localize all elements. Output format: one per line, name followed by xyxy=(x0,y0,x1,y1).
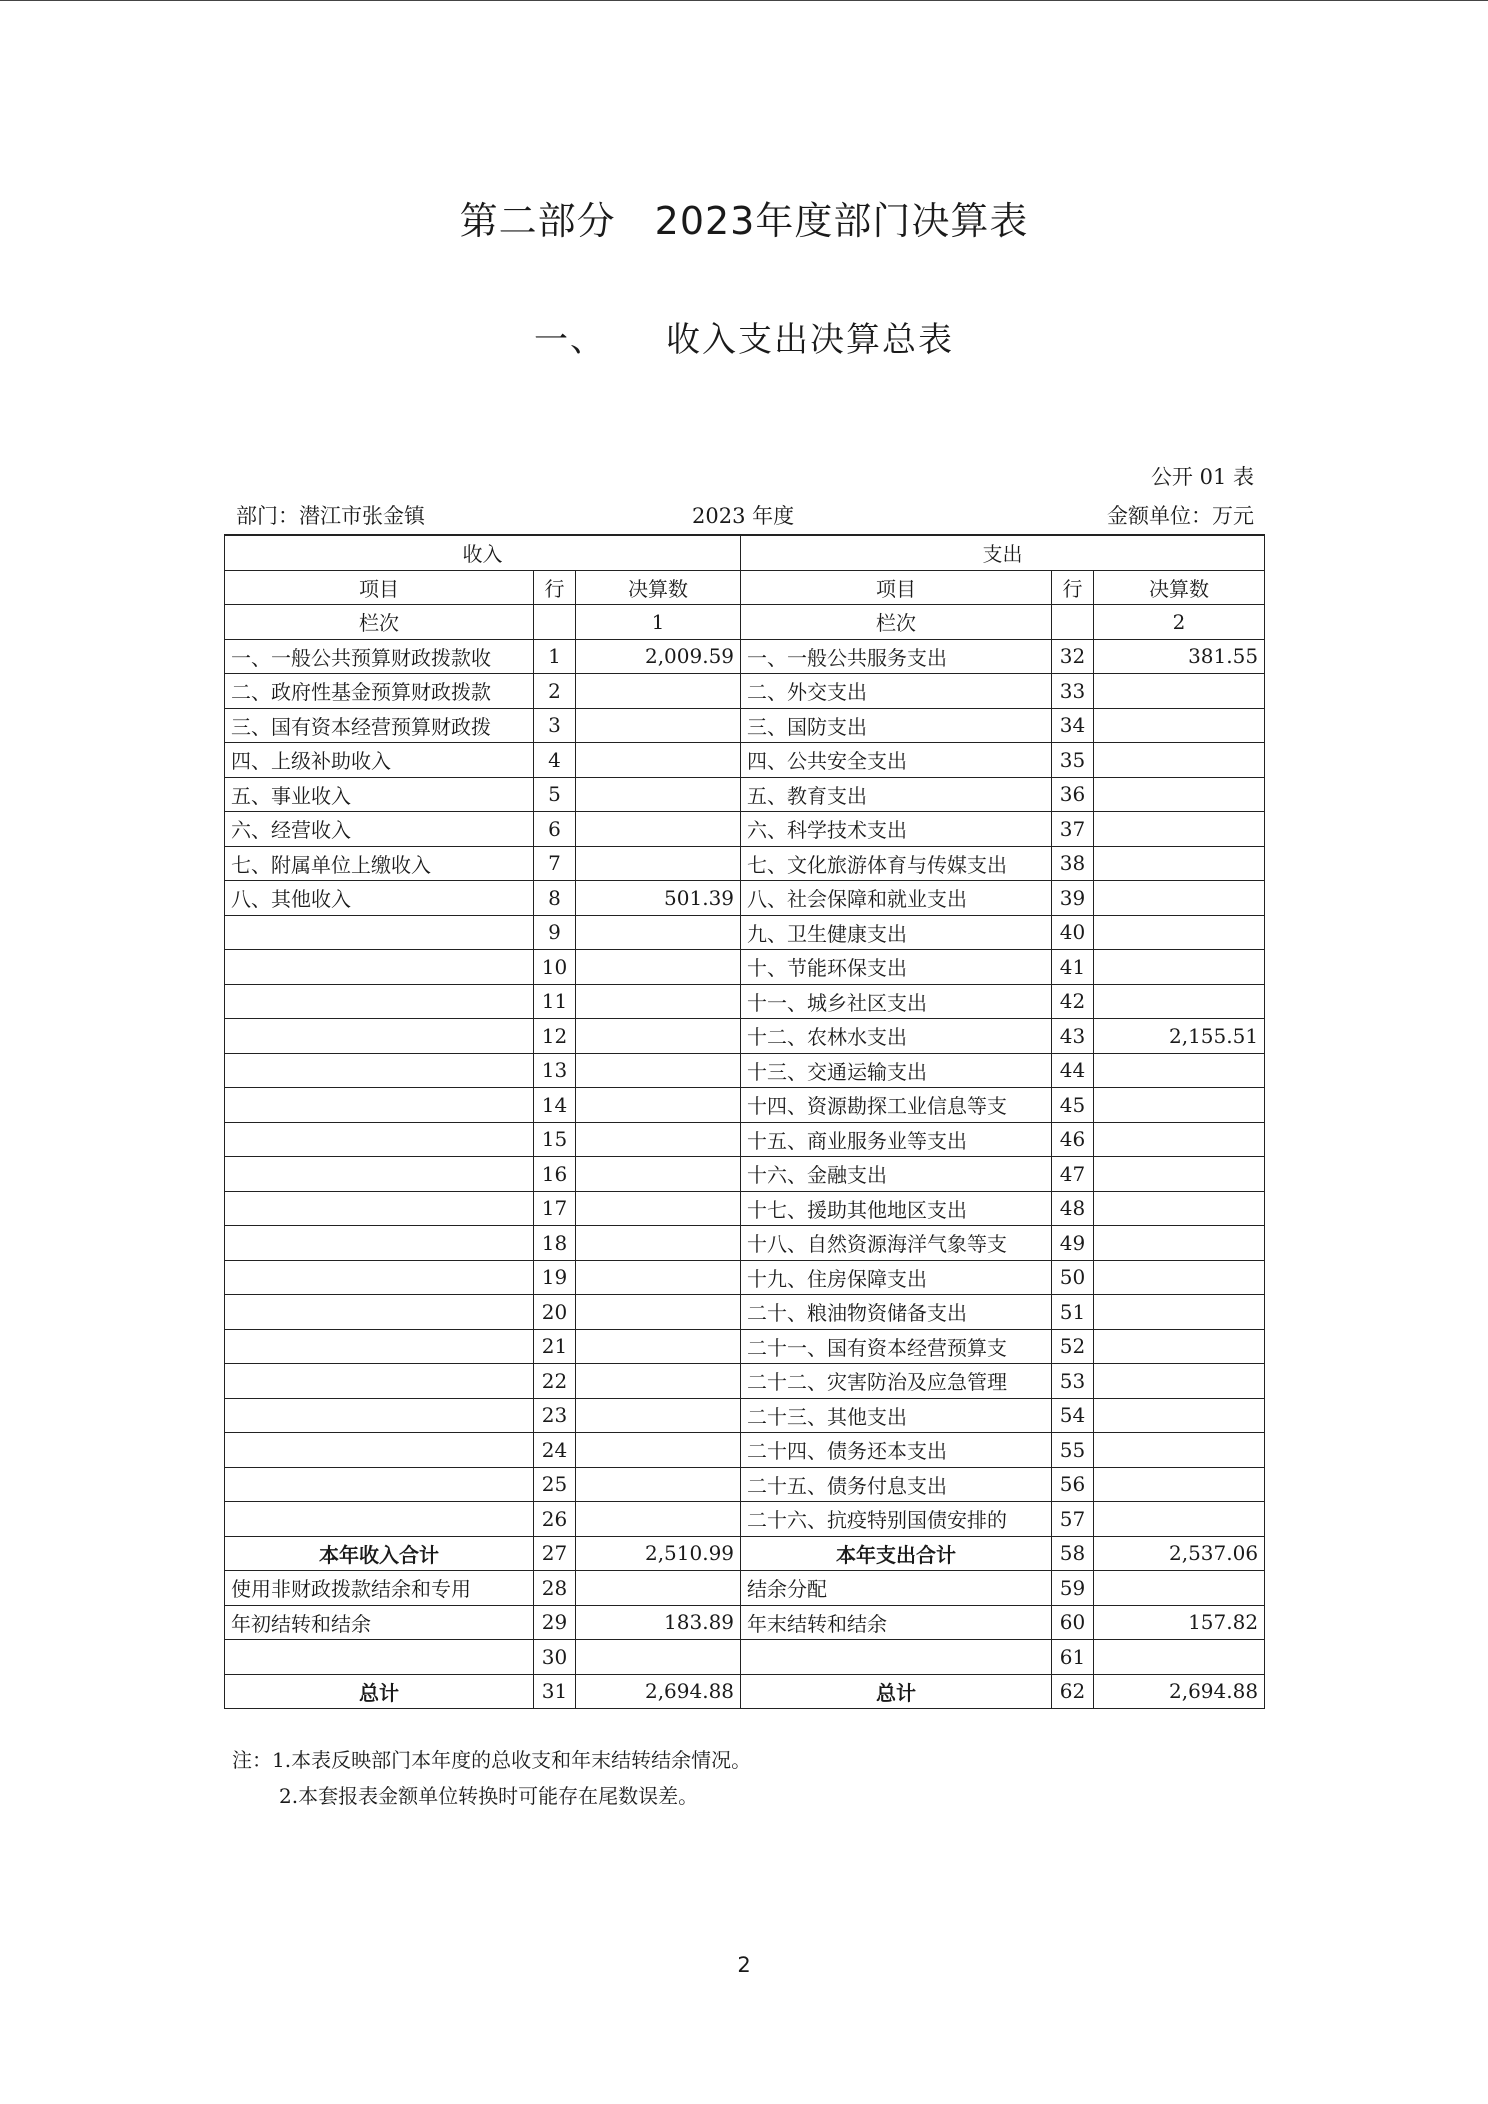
expense-item-cell: 二十三、其他支出 xyxy=(741,1398,1052,1433)
expense-row-number: 54 xyxy=(1052,1398,1094,1433)
income-item-cell: 总计 xyxy=(225,1674,534,1709)
expense-row-number: 36 xyxy=(1052,777,1094,812)
expense-item-cell: 四、公共安全支出 xyxy=(741,743,1052,778)
income-item-cell xyxy=(225,1364,534,1399)
income-row-number: 24 xyxy=(534,1433,576,1468)
expense-row-number: 38 xyxy=(1052,846,1094,881)
income-row-number: 26 xyxy=(534,1502,576,1537)
income-amount-cell xyxy=(576,1295,741,1330)
income-row-number: 12 xyxy=(534,1019,576,1054)
income-row-number: 14 xyxy=(534,1088,576,1123)
expense-amount-cell xyxy=(1094,1122,1265,1157)
expense-item-cell: 二十四、债务还本支出 xyxy=(741,1433,1052,1468)
expense-amount-cell xyxy=(1094,1295,1265,1330)
income-item-cell xyxy=(225,984,534,1019)
expense-item-cell: 二十、粮油物资储备支出 xyxy=(741,1295,1052,1330)
table-row xyxy=(225,915,1265,950)
expense-row-number: 35 xyxy=(1052,743,1094,778)
income-item-cell xyxy=(225,1226,534,1261)
expense-item-cell: 十五、商业服务业等支出 xyxy=(741,1122,1052,1157)
income-row-number: 10 xyxy=(534,950,576,985)
expense-row-number: 41 xyxy=(1052,950,1094,985)
income-row-number: 13 xyxy=(534,1053,576,1088)
expense-item-cell: 本年支出合计 xyxy=(741,1536,1052,1571)
income-row-number: 19 xyxy=(534,1260,576,1295)
income-amount-cell: 2,694.88 xyxy=(576,1674,741,1709)
expense-item-cell: 年末结转和结余 xyxy=(741,1605,1052,1640)
expense-amount-cell xyxy=(1094,708,1265,743)
income-item-cell: 三、国有资本经营预算财政拨 xyxy=(225,708,534,743)
expense-row-number: 60 xyxy=(1052,1605,1094,1640)
column-header-row xyxy=(225,570,1265,605)
income-amount-cell xyxy=(576,708,741,743)
income-expense-table xyxy=(224,534,1265,1709)
income-row-number: 9 xyxy=(534,915,576,950)
income-row-number: 4 xyxy=(534,743,576,778)
table-row xyxy=(225,1364,1265,1399)
income-item-cell xyxy=(225,1053,534,1088)
income-item-cell: 本年收入合计 xyxy=(225,1536,534,1571)
expense-amount-cell xyxy=(1094,743,1265,778)
expense-row-number: 49 xyxy=(1052,1226,1094,1261)
income-item-cell xyxy=(225,1433,534,1468)
expense-item-cell: 十八、自然资源海洋气象等支 xyxy=(741,1226,1052,1261)
income-row-number: 23 xyxy=(534,1398,576,1433)
expense-amount-cell xyxy=(1094,881,1265,916)
expense-item-cell: 十四、资源勘探工业信息等支 xyxy=(741,1088,1052,1123)
income-col-row-blank xyxy=(534,605,576,640)
table-row xyxy=(225,1605,1265,1640)
table-row xyxy=(225,1502,1265,1537)
income-item-cell: 八、其他收入 xyxy=(225,881,534,916)
table-row xyxy=(225,1571,1265,1606)
expense-item-cell: 五、教育支出 xyxy=(741,777,1052,812)
expense-row-number: 62 xyxy=(1052,1674,1094,1709)
expense-row-number: 44 xyxy=(1052,1053,1094,1088)
income-item-cell xyxy=(225,950,534,985)
income-row-number: 25 xyxy=(534,1467,576,1502)
expense-item-header: 项目 xyxy=(741,570,1052,605)
expense-amount-cell xyxy=(1094,1364,1265,1399)
expense-row-number: 39 xyxy=(1052,881,1094,916)
expense-row-number: 56 xyxy=(1052,1467,1094,1502)
expense-amount-cell xyxy=(1094,1088,1265,1123)
income-item-header: 项目 xyxy=(225,570,534,605)
income-amount-header: 决算数 xyxy=(576,570,741,605)
income-row-number: 15 xyxy=(534,1122,576,1157)
expense-item-cell: 十三、交通运输支出 xyxy=(741,1053,1052,1088)
expense-row-number: 42 xyxy=(1052,984,1094,1019)
expense-amount-cell xyxy=(1094,1398,1265,1433)
table-row xyxy=(225,1536,1265,1571)
income-amount-cell xyxy=(576,1467,741,1502)
income-item-cell: 六、经营收入 xyxy=(225,812,534,847)
expense-item-cell: 八、社会保障和就业支出 xyxy=(741,881,1052,916)
income-amount-cell xyxy=(576,1088,741,1123)
expense-row-header: 行 xyxy=(1052,570,1094,605)
expense-row-number: 50 xyxy=(1052,1260,1094,1295)
income-item-cell xyxy=(225,1329,534,1364)
table-row xyxy=(225,1329,1265,1364)
expense-item-cell: 十六、金融支出 xyxy=(741,1157,1052,1192)
income-amount-cell xyxy=(576,1226,741,1261)
income-row-number: 30 xyxy=(534,1640,576,1675)
table-code: 公开 01 表 xyxy=(1150,465,1254,489)
expense-amount-cell xyxy=(1094,777,1265,812)
income-amount-cell xyxy=(576,674,741,709)
income-amount-cell: 2,510.99 xyxy=(576,1536,741,1571)
table-row xyxy=(225,1088,1265,1123)
table-row xyxy=(225,674,1265,709)
expense-item-cell: 二十五、债务付息支出 xyxy=(741,1467,1052,1502)
income-amount-cell xyxy=(576,915,741,950)
table-row xyxy=(225,639,1265,674)
income-item-cell: 年初结转和结余 xyxy=(225,1605,534,1640)
income-row-number: 28 xyxy=(534,1571,576,1606)
income-row-number: 22 xyxy=(534,1364,576,1399)
income-amount-cell xyxy=(576,950,741,985)
table-row xyxy=(225,1398,1265,1433)
page-number: 2 xyxy=(737,1953,751,1977)
expense-item-cell: 二十二、灾害防治及应急管理 xyxy=(741,1364,1052,1399)
year-label: 2023 年度 xyxy=(692,504,795,528)
income-item-cell: 二、政府性基金预算财政拨款 xyxy=(225,674,534,709)
expense-amount-cell xyxy=(1094,1571,1265,1606)
income-row-number: 17 xyxy=(534,1191,576,1226)
income-amount-cell xyxy=(576,1329,741,1364)
expense-col-label: 栏次 xyxy=(741,605,1052,640)
expense-item-cell: 七、文化旅游体育与传媒支出 xyxy=(741,846,1052,881)
table-row xyxy=(225,1226,1265,1261)
income-item-cell xyxy=(225,1295,534,1330)
income-amount-cell xyxy=(576,846,741,881)
expense-amount-cell xyxy=(1094,1640,1265,1675)
expense-row-number: 51 xyxy=(1052,1295,1094,1330)
expense-amount-cell: 2,694.88 xyxy=(1094,1674,1265,1709)
income-col-label: 栏次 xyxy=(225,605,534,640)
income-item-cell xyxy=(225,1502,534,1537)
expense-amount-cell xyxy=(1094,1157,1265,1192)
expense-amount-cell: 2,155.51 xyxy=(1094,1019,1265,1054)
department-label: 部门：潜江市张金镇 xyxy=(236,504,425,528)
expense-item-cell: 三、国防支出 xyxy=(741,708,1052,743)
table-title-number: 一、 xyxy=(534,320,606,360)
expense-amount-cell: 157.82 xyxy=(1094,1605,1265,1640)
income-item-cell xyxy=(225,1122,534,1157)
expense-amount-cell xyxy=(1094,1053,1265,1088)
income-amount-cell xyxy=(576,1053,741,1088)
income-row-number: 1 xyxy=(534,639,576,674)
income-item-cell xyxy=(225,1088,534,1123)
income-row-number: 11 xyxy=(534,984,576,1019)
income-row-number: 8 xyxy=(534,881,576,916)
income-row-number: 21 xyxy=(534,1329,576,1364)
income-item-cell xyxy=(225,1640,534,1675)
income-amount-cell xyxy=(576,1191,741,1226)
income-amount-cell xyxy=(576,1433,741,1468)
income-amount-cell xyxy=(576,777,741,812)
expense-row-number: 37 xyxy=(1052,812,1094,847)
expense-amount-cell xyxy=(1094,1260,1265,1295)
expense-row-number: 52 xyxy=(1052,1329,1094,1364)
expense-row-number: 33 xyxy=(1052,674,1094,709)
income-row-number: 20 xyxy=(534,1295,576,1330)
expense-row-number: 48 xyxy=(1052,1191,1094,1226)
income-amount-cell: 501.39 xyxy=(576,881,741,916)
income-row-number: 16 xyxy=(534,1157,576,1192)
note-1: 注：1.本表反映部门本年度的总收支和年末结转结余情况。 xyxy=(232,1748,752,1772)
expense-row-number: 59 xyxy=(1052,1571,1094,1606)
income-header: 收入 xyxy=(225,535,741,570)
table-row xyxy=(225,1157,1265,1192)
income-amount-cell xyxy=(576,1019,741,1054)
table-row xyxy=(225,777,1265,812)
income-amount-cell xyxy=(576,1502,741,1537)
expense-amount-cell xyxy=(1094,984,1265,1019)
table-row xyxy=(225,1191,1265,1226)
expense-item-cell: 十、节能环保支出 xyxy=(741,950,1052,985)
income-row-number: 3 xyxy=(534,708,576,743)
income-amount-cell xyxy=(576,1364,741,1399)
expense-row-number: 47 xyxy=(1052,1157,1094,1192)
expense-item-cell: 十七、援助其他地区支出 xyxy=(741,1191,1052,1226)
table-row xyxy=(225,1019,1265,1054)
expense-amount-cell xyxy=(1094,812,1265,847)
expense-amount-cell xyxy=(1094,1433,1265,1468)
expense-col-number: 2 xyxy=(1094,605,1265,640)
income-amount-cell xyxy=(576,743,741,778)
expense-item-cell xyxy=(741,1640,1052,1675)
income-row-header: 行 xyxy=(534,570,576,605)
income-amount-cell xyxy=(576,1260,741,1295)
expense-amount-cell xyxy=(1094,915,1265,950)
income-row-number: 27 xyxy=(534,1536,576,1571)
income-item-cell: 七、附属单位上缴收入 xyxy=(225,846,534,881)
expense-row-number: 32 xyxy=(1052,639,1094,674)
income-row-number: 5 xyxy=(534,777,576,812)
expense-amount-cell xyxy=(1094,1226,1265,1261)
expense-row-number: 57 xyxy=(1052,1502,1094,1537)
income-amount-cell xyxy=(576,984,741,1019)
expense-item-cell: 十一、城乡社区支出 xyxy=(741,984,1052,1019)
expense-row-number: 61 xyxy=(1052,1640,1094,1675)
income-item-cell: 一、一般公共预算财政拨款收 xyxy=(225,639,534,674)
table-row xyxy=(225,1433,1265,1468)
income-item-cell xyxy=(225,915,534,950)
expense-item-cell: 总计 xyxy=(741,1674,1052,1709)
table-row xyxy=(225,1295,1265,1330)
page-top-border xyxy=(0,0,1488,1)
expense-row-number: 40 xyxy=(1052,915,1094,950)
table-row xyxy=(225,708,1265,743)
expense-item-cell: 二、外交支出 xyxy=(741,674,1052,709)
income-amount-cell: 2,009.59 xyxy=(576,639,741,674)
expense-row-number: 45 xyxy=(1052,1088,1094,1123)
expense-amount-cell xyxy=(1094,674,1265,709)
expense-amount-header: 决算数 xyxy=(1094,570,1265,605)
expense-row-number: 43 xyxy=(1052,1019,1094,1054)
unit-label: 金额单位：万元 xyxy=(1107,504,1254,528)
expense-row-number: 58 xyxy=(1052,1536,1094,1571)
table-row xyxy=(225,1122,1265,1157)
table-title-text: 收入支出决算总表 xyxy=(666,320,954,360)
expense-row-number: 53 xyxy=(1052,1364,1094,1399)
income-amount-cell: 183.89 xyxy=(576,1605,741,1640)
expense-item-cell: 二十六、抗疫特别国债安排的 xyxy=(741,1502,1052,1537)
expense-amount-cell xyxy=(1094,1329,1265,1364)
income-amount-cell xyxy=(576,1122,741,1157)
note-2: 2.本套报表金额单位转换时可能存在尾数误差。 xyxy=(279,1784,699,1808)
table-row xyxy=(225,812,1265,847)
income-col-number: 1 xyxy=(576,605,741,640)
income-item-cell xyxy=(225,1157,534,1192)
expense-amount-cell xyxy=(1094,1191,1265,1226)
income-item-cell xyxy=(225,1019,534,1054)
expense-item-cell: 二十一、国有资本经营预算支 xyxy=(741,1329,1052,1364)
income-item-cell xyxy=(225,1398,534,1433)
table-row xyxy=(225,1053,1265,1088)
expense-amount-cell: 381.55 xyxy=(1094,639,1265,674)
expense-row-number: 46 xyxy=(1052,1122,1094,1157)
column-index-row xyxy=(225,605,1265,640)
table-row xyxy=(225,984,1265,1019)
expense-item-cell: 一、一般公共服务支出 xyxy=(741,639,1052,674)
income-row-number: 29 xyxy=(534,1605,576,1640)
income-item-cell: 使用非财政拨款结余和专用 xyxy=(225,1571,534,1606)
expense-amount-cell xyxy=(1094,1502,1265,1537)
table-row xyxy=(225,743,1265,778)
income-amount-cell xyxy=(576,1640,741,1675)
section-header-row xyxy=(225,535,1265,570)
table-row xyxy=(225,846,1265,881)
expense-header: 支出 xyxy=(741,535,1265,570)
table-row xyxy=(225,950,1265,985)
page-title: 第二部分 2023年度部门决算表 xyxy=(459,199,1029,243)
income-item-cell xyxy=(225,1467,534,1502)
income-row-number: 7 xyxy=(534,846,576,881)
income-row-number: 2 xyxy=(534,674,576,709)
expense-amount-cell xyxy=(1094,950,1265,985)
expense-amount-cell xyxy=(1094,1467,1265,1502)
table-row xyxy=(225,1467,1265,1502)
expense-row-number: 55 xyxy=(1052,1433,1094,1468)
expense-item-cell: 结余分配 xyxy=(741,1571,1052,1606)
expense-col-row-blank xyxy=(1052,605,1094,640)
expense-row-number: 34 xyxy=(1052,708,1094,743)
income-row-number: 6 xyxy=(534,812,576,847)
table-row xyxy=(225,1640,1265,1675)
income-item-cell: 四、上级补助收入 xyxy=(225,743,534,778)
income-row-number: 18 xyxy=(534,1226,576,1261)
expense-amount-cell: 2,537.06 xyxy=(1094,1536,1265,1571)
income-item-cell: 五、事业收入 xyxy=(225,777,534,812)
expense-item-cell: 十九、住房保障支出 xyxy=(741,1260,1052,1295)
expense-item-cell: 十二、农林水支出 xyxy=(741,1019,1052,1054)
income-row-number: 31 xyxy=(534,1674,576,1709)
income-amount-cell xyxy=(576,1157,741,1192)
income-item-cell xyxy=(225,1260,534,1295)
table-row xyxy=(225,1674,1265,1709)
income-amount-cell xyxy=(576,1571,741,1606)
income-item-cell xyxy=(225,1191,534,1226)
table-title xyxy=(0,312,1488,361)
expense-amount-cell xyxy=(1094,846,1265,881)
income-amount-cell xyxy=(576,1398,741,1433)
table-row xyxy=(225,1260,1265,1295)
expense-item-cell: 九、卫生健康支出 xyxy=(741,915,1052,950)
income-amount-cell xyxy=(576,812,741,847)
expense-item-cell: 六、科学技术支出 xyxy=(741,812,1052,847)
table-row xyxy=(225,881,1265,916)
